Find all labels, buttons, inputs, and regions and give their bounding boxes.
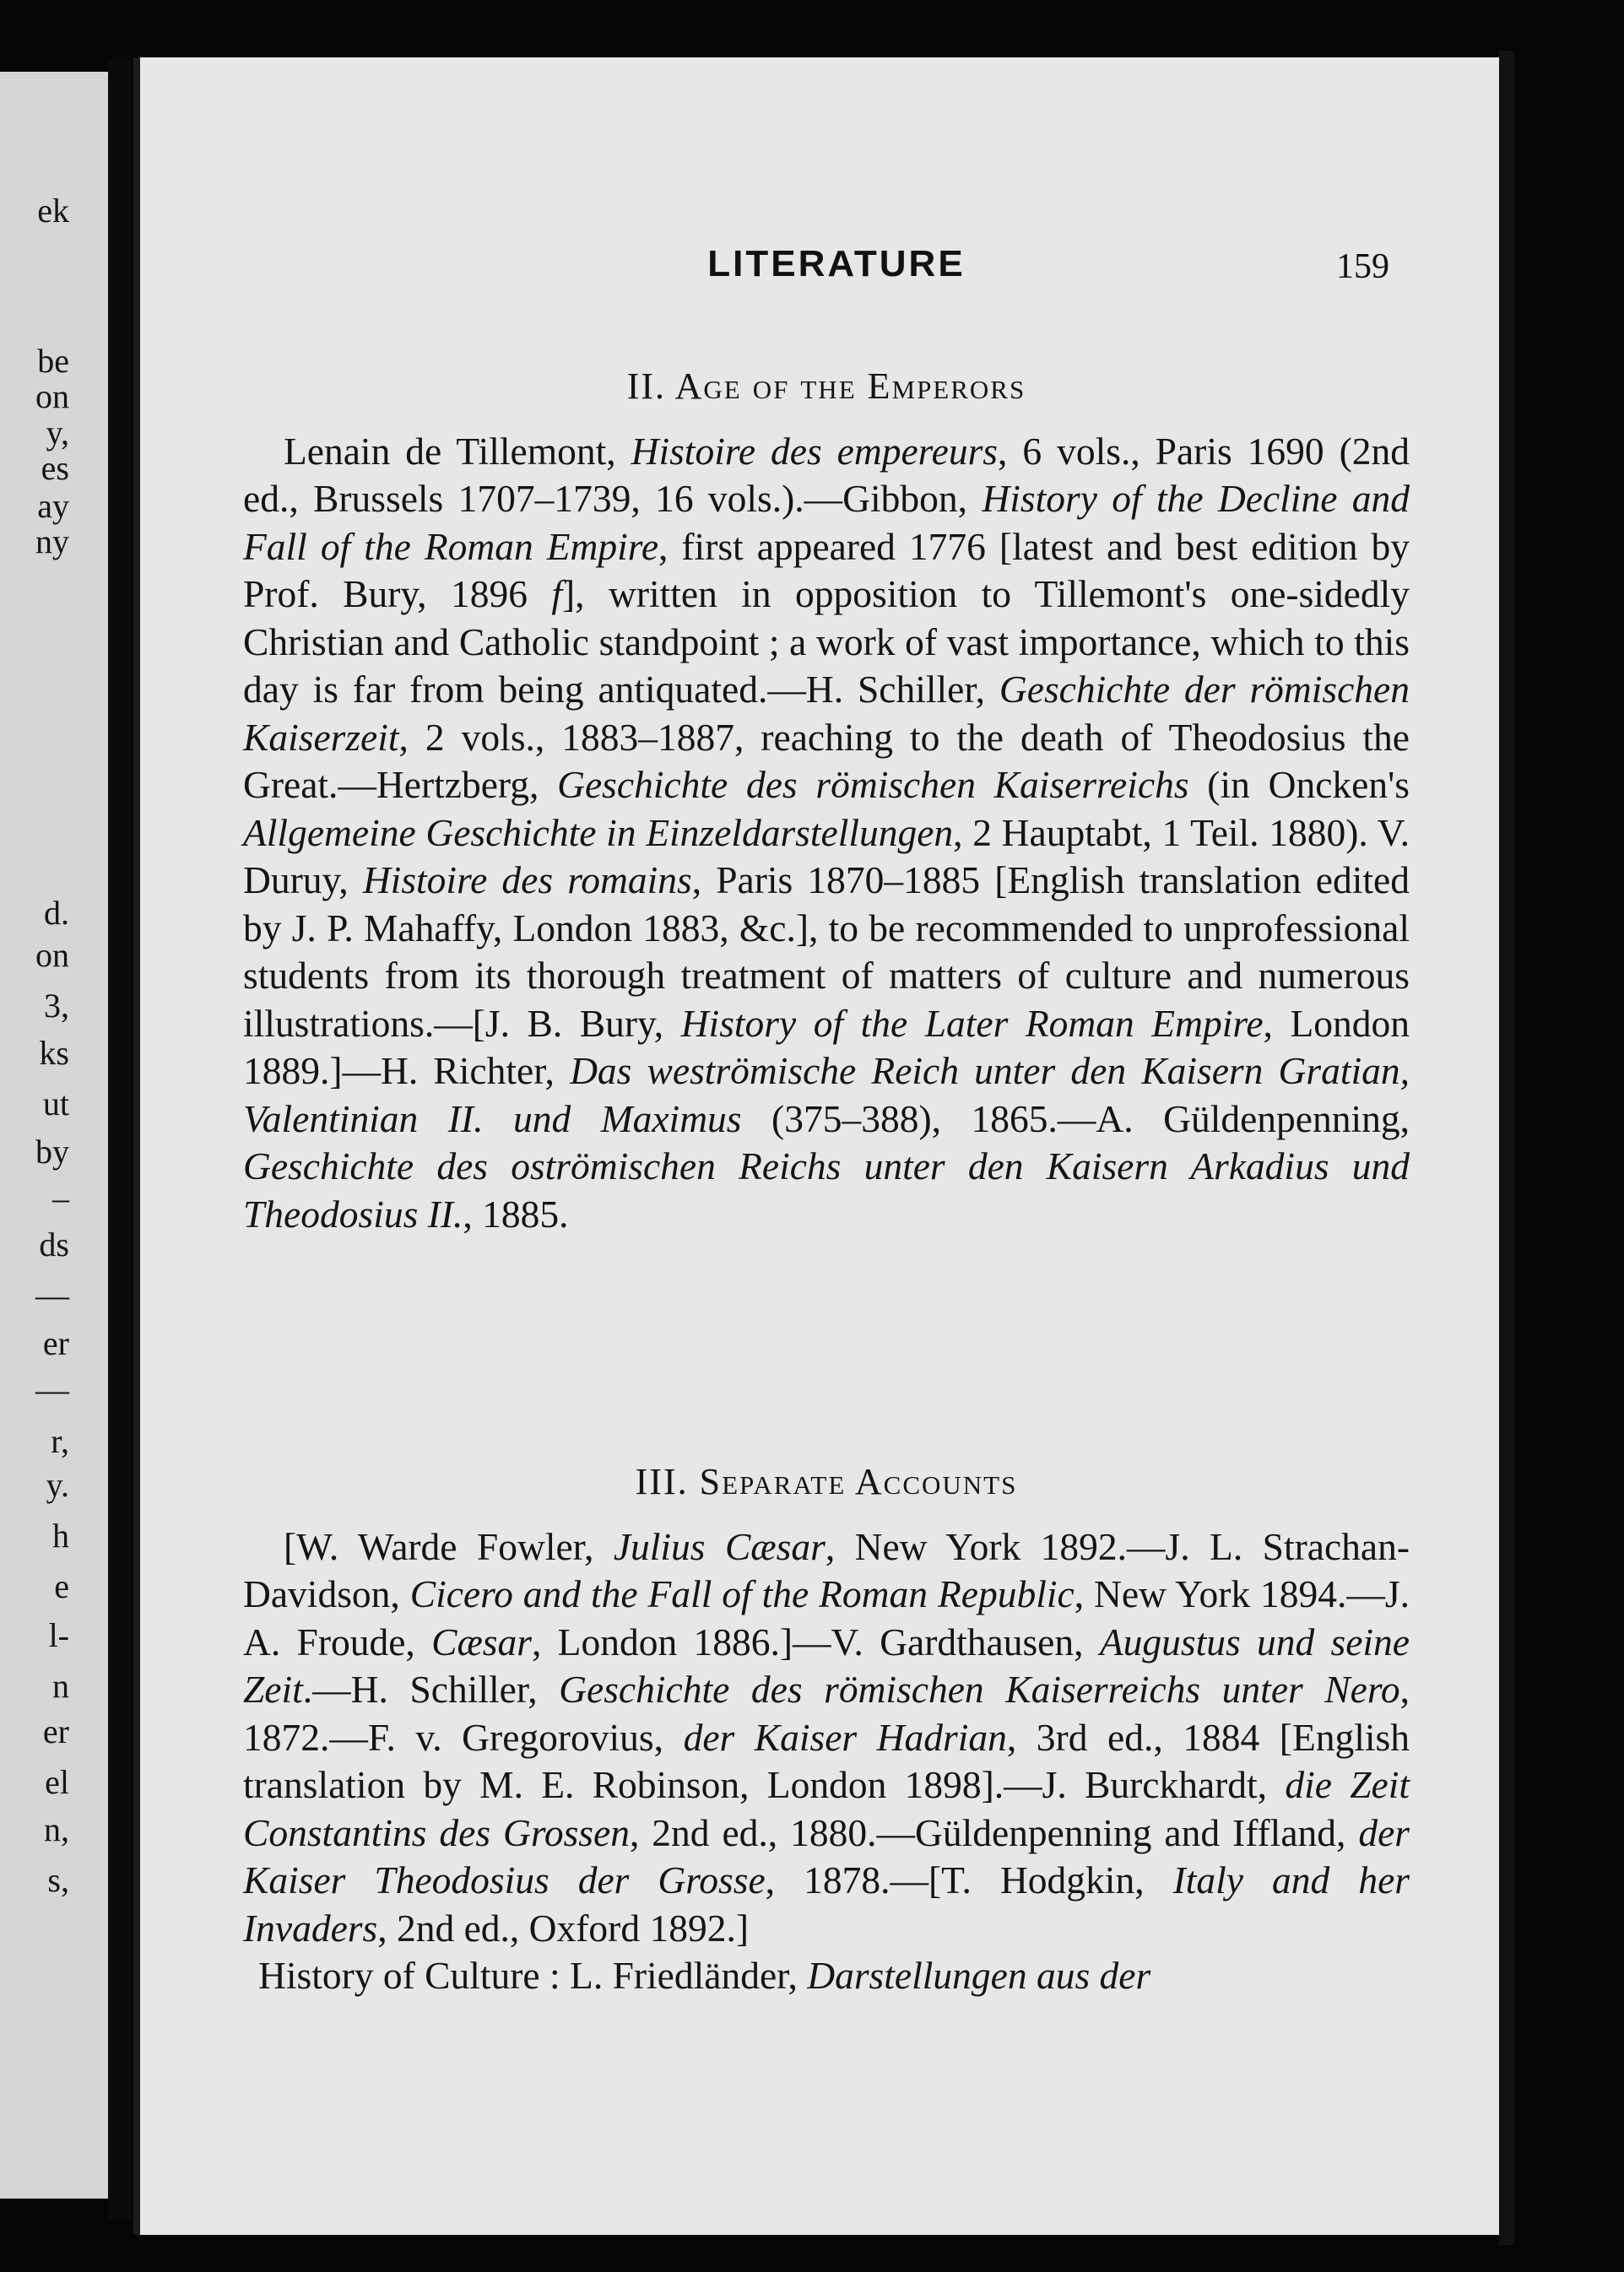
section-heading — [243, 1458, 1410, 1507]
facing-page-fragment: be — [37, 342, 69, 380]
cited-title: Augustus und seine Zeit — [243, 1620, 1410, 1711]
cited-title: Histoire des romains — [362, 858, 692, 901]
facing-page-fragment: er — [42, 1712, 69, 1750]
cited-title: die Zeit Constantins des Grossen — [243, 1763, 1410, 1854]
facing-page-fragment: l- — [48, 1616, 69, 1654]
facing-page-fragment: ny — [35, 522, 69, 560]
citation-text: (in Oncken's — [1188, 763, 1410, 806]
facing-page-fragment: ay — [37, 487, 69, 525]
citation-text: , 1872.—F. v. Gregorovius, — [243, 1668, 1410, 1759]
facing-page-fragment: y, — [46, 414, 69, 452]
facing-page-fragment: 3, — [44, 987, 69, 1025]
citation-text: , London 1886.]—V. Gardthausen, — [531, 1620, 1100, 1663]
facing-page-fragment: s, — [47, 1861, 69, 1899]
running-title: LITERATURE — [707, 243, 966, 284]
citation-text: , 2nd ed., 1880.—Güldenpenning and Iffland, — [629, 1810, 1359, 1854]
section-age-of-emperors — [243, 363, 1410, 1238]
cited-title: Allgemeine Geschichte in Einzeldarstellungen — [243, 810, 954, 854]
page-number: 159 — [1336, 247, 1389, 286]
section-numeral: III. — [635, 1461, 689, 1502]
book-gutter — [108, 59, 132, 2220]
citation-text: , 1885. — [463, 1192, 569, 1236]
citation-text: , Paris 1870–1885 [English translation edited by J. P. Mahaffy, London 1883, &c.], to be recommended to unprofessional students from its thorough treatment of matters of culture and numerous illustrations.—[J. B. Bury, — [243, 858, 1410, 1045]
facing-page-fragment: y. — [46, 1466, 69, 1504]
citation-text: , 6 vols., Paris 1690 (2nd ed., Brussels 1707–1739, 16 vols.).—Gibbon, — [243, 429, 1410, 520]
citation-text: (375–388), 1865.—A. Güldenpenning, — [741, 1096, 1410, 1140]
facing-page-fragment: — — [35, 1276, 69, 1314]
bibliography-paragraph — [243, 428, 1410, 1239]
facing-page-fragment: on — [35, 936, 69, 974]
cited-title: Geschichte des römischen Kaiserreichs unter Nero — [559, 1668, 1400, 1711]
running-head — [140, 243, 1499, 294]
facing-page-fragment: el — [45, 1763, 69, 1801]
citation-text: , 3rd ed., 1884 [English translation by M. E. Robinson, London 1898].—J. Burckhardt, — [243, 1715, 1410, 1806]
facing-page-fragment: er — [42, 1324, 69, 1362]
cited-title: Geschichte der römischen Kaiserzeit — [243, 668, 1410, 759]
cited-title: f — [551, 572, 563, 615]
section-heading — [243, 363, 1410, 411]
section-title: Age of the Emperors — [674, 365, 1026, 407]
section-separate-accounts — [243, 1458, 1410, 2000]
cited-title: Cicero and the Fall of the Roman Republic — [409, 1572, 1075, 1615]
citation-text: ], written in opposition to Tillemont's one-sidedly Christian and Catholic standpoint ; a work of vast importance, which to this day is far from being antiquated.—H. Schiller, — [243, 572, 1410, 711]
citation-text: .—H. Schiller, — [302, 1668, 560, 1711]
cited-title: der Kaiser Theodosius der Grosse — [243, 1810, 1410, 1901]
citation-text: , 2 Hauptabt, 1 Teil. 1880). V. Duruy, — [243, 810, 1410, 901]
facing-page-fragment: h — [52, 1517, 69, 1555]
cited-title: History of the Later Roman Empire — [680, 1001, 1264, 1045]
citation-text: Lenain de Tillemont, — [284, 429, 631, 473]
citation-text: , New York 1892.—J. L. Strachan-Davidson, — [243, 1524, 1410, 1615]
history-of-culture-line — [243, 1952, 1410, 2000]
page-edge-shadow — [1499, 51, 1514, 2245]
cited-title: Cæsar — [431, 1620, 532, 1663]
facing-page-fragment: ut — [42, 1085, 69, 1122]
citation-text: History of Culture : L. Friedländer, — [258, 1954, 808, 1997]
cited-title: Darstellungen aus der — [807, 1954, 1151, 1997]
facing-page-fragment: es — [41, 449, 69, 487]
cited-title: Das weströmische Reich unter den Kaisern Gratian, Valentinian II. und Maximus — [243, 1049, 1410, 1140]
cited-title: History of the Decline and Fall of the Roman Empire — [243, 477, 1410, 568]
citation-text: , London 1889.]—H. Richter, — [243, 1001, 1410, 1092]
citation-text: , 2 vols., 1883–1887, reaching to the death of Theodosius the Great.—Hertzberg, — [243, 715, 1410, 806]
section-title: Separate Accounts — [699, 1461, 1018, 1502]
citation-text: [W. Warde Fowler, — [284, 1524, 614, 1568]
facing-page-fragment: n — [52, 1667, 69, 1705]
facing-page-fragment: r, — [51, 1422, 69, 1460]
facing-page-fragment: – — [52, 1179, 69, 1217]
cited-title: Julius Cæsar — [613, 1524, 826, 1568]
citation-text: , 1878.—[T. Hodgkin, — [765, 1858, 1173, 1901]
cited-title: der Kaiser Hadrian — [683, 1715, 1007, 1759]
citation-text: , 2nd ed., Oxford 1892.] — [377, 1906, 749, 1950]
cited-title: Geschichte des oströmischen Reichs unter den Kaisern Arkadius und Theodosius II. — [243, 1144, 1410, 1236]
facing-page-fragment: ek — [37, 192, 69, 230]
section-numeral: II. — [626, 365, 667, 407]
facing-page-fragment: n, — [44, 1810, 69, 1848]
cited-title: Histoire des empereurs — [631, 429, 999, 473]
facing-page-fragment: e — [54, 1567, 69, 1605]
citation-text: , first appeared 1776 [latest and best edition by Prof. Bury, 1896 — [243, 524, 1410, 615]
book-page — [133, 57, 1499, 2235]
facing-page-fragment: on — [35, 377, 69, 415]
facing-page-fragment: by — [35, 1133, 69, 1171]
cited-title: Geschichte des römischen Kaiserreichs — [557, 763, 1189, 806]
bibliography-paragraph — [243, 1523, 1410, 1953]
facing-page-fragment: — — [35, 1371, 69, 1409]
facing-page-fragment: ds — [39, 1225, 69, 1263]
citation-text: , New York 1894.—J. A. Froude, — [243, 1572, 1410, 1663]
facing-page-edge — [0, 72, 118, 2199]
cited-title: Italy and her Invaders — [243, 1858, 1410, 1950]
facing-page-fragment: d. — [44, 894, 69, 932]
facing-page-fragment: ks — [39, 1034, 69, 1072]
